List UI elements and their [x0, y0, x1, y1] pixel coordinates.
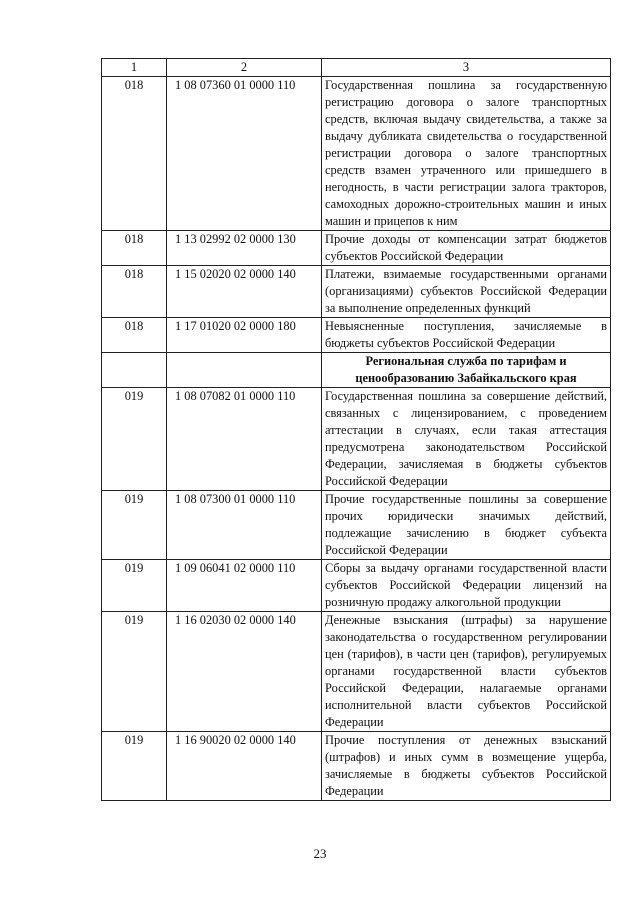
income-name-cell: Сборы за выдачу органами государственной власти субъектов Российской Федерации лицензий на розничную продажу алкогольной продукции — [322, 560, 611, 612]
table-row — [102, 318, 611, 353]
income-name-cell: Прочие государственные пошлины за совершение прочих юридически значимых действий, подлежащие зачислению в бюджет субъекта Российской Федерации — [322, 491, 611, 560]
budget-classification-table — [101, 58, 611, 801]
header-row — [102, 59, 611, 77]
income-name-cell: Государственная пошлина за совершение действий, связанных с лицензированием, с проведением аттестации в случаях, если такая аттестация предусмотрена законодательством Российской Федерации, зачисляемая в бюджеты субъектов Российской Федерации — [322, 388, 611, 491]
income-name-cell: Прочие доходы от компенсации затрат бюджетов субъектов Российской Федерации — [322, 231, 611, 266]
empty-cell — [167, 353, 322, 388]
page-number: 23 — [313, 846, 327, 861]
budget-code-cell: 1 09 06041 02 0000 110 — [167, 560, 322, 612]
admin-code-cell: 018 — [102, 77, 167, 231]
table-row — [102, 231, 611, 266]
admin-code-cell: 018 — [102, 318, 167, 353]
budget-code-cell: 1 08 07360 01 0000 110 — [167, 77, 322, 231]
income-name-cell: Государственная пошлина за государственную регистрацию договора о залоге транспортных средств, включая выдачу свидетельства, а также за выдачу дубликата свидетельства о государственной регистрации договора о залоге транспортных средств взамен утраченного или пришедшего в негодность, в части регистрации залога тракторов, самоходных дорожно-строительных машин и иных машин и прицепов к ним — [322, 77, 611, 231]
section-row — [102, 353, 611, 388]
income-name-cell: Невыясненные поступления, зачисляемые в бюджеты субъектов Российской Федерации — [322, 318, 611, 353]
admin-code-cell: 019 — [102, 560, 167, 612]
table-row — [102, 491, 611, 560]
income-name-cell: Денежные взыскания (штрафы) за нарушение законодательства о государственном регулировании цен (тарифов), в части цен (тарифов), регулируемых органами государственной власти субъектов Российской Федерации, налагаемые органами исполнительной власти субъектов Российской Федерации — [322, 612, 611, 732]
empty-cell — [102, 353, 167, 388]
income-name-cell: Платежи, взимаемые государственными органами (организациями) субъектов Российской Федерации за выполнение определенных функций — [322, 266, 611, 318]
admin-code-cell: 019 — [102, 491, 167, 560]
table-row — [102, 560, 611, 612]
income-name-cell: Прочие поступления от денежных взысканий (штрафов) и иных сумм в возмещение ущерба, зачисляемые в бюджеты субъектов Российской Федерации — [322, 732, 611, 801]
budget-code-cell: 1 08 07300 01 0000 110 — [167, 491, 322, 560]
table-row — [102, 612, 611, 732]
budget-code-cell: 1 15 02020 02 0000 140 — [167, 266, 322, 318]
table-row — [102, 732, 611, 801]
header-col-3: 3 — [322, 59, 611, 77]
table-row — [102, 266, 611, 318]
section-heading: Региональная служба по тарифам и ценообразованию Забайкальского края — [322, 353, 611, 388]
header-col-1: 1 — [102, 59, 167, 77]
admin-code-cell: 019 — [102, 388, 167, 491]
header-col-2: 2 — [167, 59, 322, 77]
budget-code-cell: 1 16 90020 02 0000 140 — [167, 732, 322, 801]
budget-code-cell: 1 08 07082 01 0000 110 — [167, 388, 322, 491]
admin-code-cell: 019 — [102, 612, 167, 732]
table-row — [102, 388, 611, 491]
admin-code-cell: 018 — [102, 231, 167, 266]
admin-code-cell: 018 — [102, 266, 167, 318]
budget-code-cell: 1 16 02030 02 0000 140 — [167, 612, 322, 732]
table-row — [102, 77, 611, 231]
admin-code-cell: 019 — [102, 732, 167, 801]
budget-code-cell: 1 17 01020 02 0000 180 — [167, 318, 322, 353]
budget-code-cell: 1 13 02992 02 0000 130 — [167, 231, 322, 266]
